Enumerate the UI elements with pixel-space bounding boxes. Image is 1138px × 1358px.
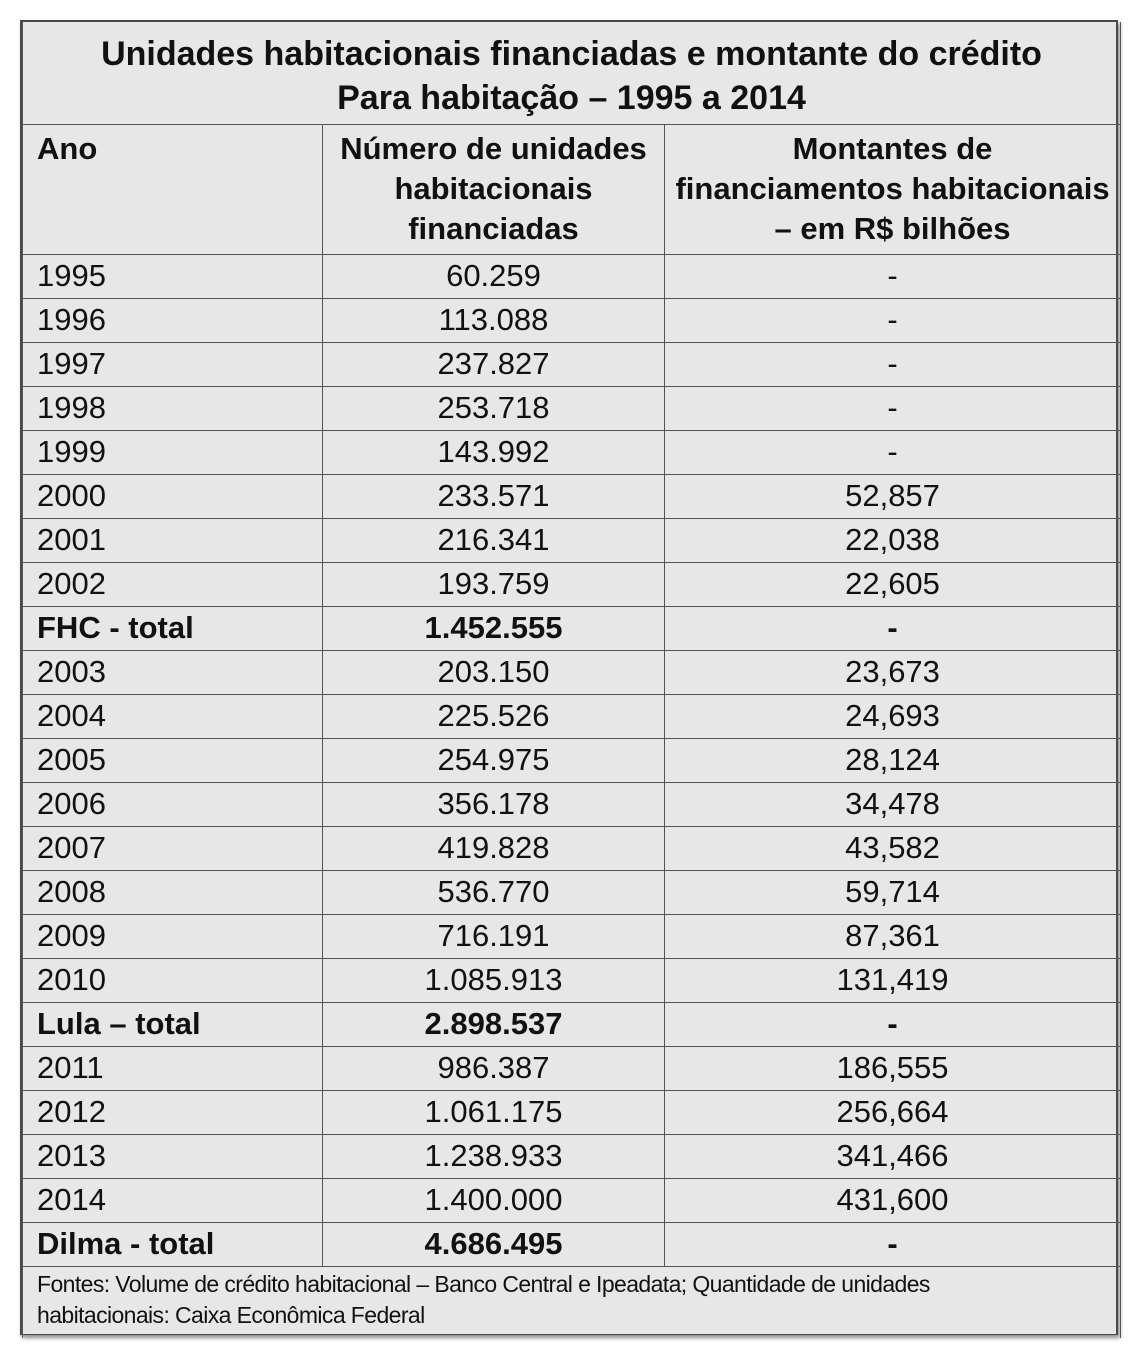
cell-amount: - [665, 1002, 1121, 1046]
table-row [23, 562, 1121, 606]
header-units-line-1: Número de unidades [340, 130, 647, 166]
cell-amount: 22,038 [665, 518, 1121, 562]
cell-units: 986.387 [323, 1046, 665, 1090]
cell-units: 356.178 [323, 782, 665, 826]
table-row [23, 1134, 1121, 1178]
source-line-2: habitacionais: Caixa Econômica Federal [37, 1301, 425, 1328]
table-header-row [23, 124, 1121, 254]
cell-amount: 28,124 [665, 738, 1121, 782]
table-row [23, 386, 1121, 430]
cell-year: 2014 [23, 1178, 323, 1222]
cell-amount: - [665, 342, 1121, 386]
cell-amount: 43,582 [665, 826, 1121, 870]
cell-units: 193.759 [323, 562, 665, 606]
cell-amount: - [665, 298, 1121, 342]
cell-units: 60.259 [323, 254, 665, 298]
cell-year: 2004 [23, 694, 323, 738]
cell-year: 1998 [23, 386, 323, 430]
cell-amount: 431,600 [665, 1178, 1121, 1222]
cell-year: 2012 [23, 1090, 323, 1134]
cell-units: 1.061.175 [323, 1090, 665, 1134]
table-title-line-1: Unidades habitacionais financiadas e montante do crédito [101, 34, 1042, 73]
table-row [23, 650, 1121, 694]
cell-year: Dilma - total [23, 1222, 323, 1266]
cell-amount: 131,419 [665, 958, 1121, 1002]
housing-finance-table-sheet [20, 20, 1118, 1335]
cell-amount: 341,466 [665, 1134, 1121, 1178]
header-amount-line-1: Montantes de [792, 130, 993, 166]
cell-amount: - [665, 254, 1121, 298]
table-row [23, 254, 1121, 298]
cell-year: 2005 [23, 738, 323, 782]
cell-year: 2011 [23, 1046, 323, 1090]
table-source-row [23, 1266, 1121, 1338]
cell-amount: - [665, 430, 1121, 474]
cell-year: 2002 [23, 562, 323, 606]
cell-year: 1995 [23, 254, 323, 298]
cell-units: 113.088 [323, 298, 665, 342]
cell-units: 216.341 [323, 518, 665, 562]
table-source-note [23, 1266, 1121, 1338]
cell-units: 254.975 [323, 738, 665, 782]
cell-amount: - [665, 606, 1121, 650]
header-amount-line-2: financiamentos habitacionais [675, 170, 1110, 206]
table-row [23, 1178, 1121, 1222]
cell-units: 2.898.537 [323, 1002, 665, 1046]
header-units [323, 124, 665, 254]
cell-units: 716.191 [323, 914, 665, 958]
table-title [23, 22, 1121, 124]
table-row [23, 738, 1121, 782]
table-total-row [23, 606, 1121, 650]
cell-year: 2013 [23, 1134, 323, 1178]
cell-units: 1.452.555 [323, 606, 665, 650]
source-line-1: Fontes: Volume de crédito habitacional – Banco Central e Ipeadata; Quantidade de unidades [37, 1270, 930, 1297]
cell-units: 1.400.000 [323, 1178, 665, 1222]
cell-units: 1.085.913 [323, 958, 665, 1002]
table-total-row [23, 1002, 1121, 1046]
cell-units: 225.526 [323, 694, 665, 738]
cell-year: 2003 [23, 650, 323, 694]
header-units-line-3: financiadas [408, 210, 579, 246]
cell-year: 2001 [23, 518, 323, 562]
table-row [23, 474, 1121, 518]
cell-amount: - [665, 386, 1121, 430]
cell-year: 1996 [23, 298, 323, 342]
cell-units: 1.238.933 [323, 1134, 665, 1178]
cell-amount: 186,555 [665, 1046, 1121, 1090]
table-row [23, 298, 1121, 342]
table-row [23, 870, 1121, 914]
cell-year: 1999 [23, 430, 323, 474]
table-title-row [23, 22, 1121, 124]
table-row [23, 430, 1121, 474]
cell-units: 233.571 [323, 474, 665, 518]
header-year [23, 124, 323, 254]
cell-units: 419.828 [323, 826, 665, 870]
cell-units: 203.150 [323, 650, 665, 694]
cell-year: 2000 [23, 474, 323, 518]
cell-amount: 22,605 [665, 562, 1121, 606]
cell-amount: 34,478 [665, 782, 1121, 826]
table-row [23, 826, 1121, 870]
table-row [23, 1090, 1121, 1134]
cell-year: 1997 [23, 342, 323, 386]
table-row [23, 782, 1121, 826]
table-title-line-2: Para habitação – 1995 a 2014 [337, 78, 806, 117]
table-total-row [23, 1222, 1121, 1266]
cell-amount: 52,857 [665, 474, 1121, 518]
table-row [23, 1046, 1121, 1090]
cell-units: 237.827 [323, 342, 665, 386]
header-amount-line-3: – em R$ bilhões [774, 210, 1011, 246]
cell-year: 2006 [23, 782, 323, 826]
cell-amount: - [665, 1222, 1121, 1266]
table-row [23, 518, 1121, 562]
cell-amount: 256,664 [665, 1090, 1121, 1134]
cell-units: 143.992 [323, 430, 665, 474]
table-row [23, 958, 1121, 1002]
housing-finance-table [22, 22, 1121, 1338]
table-row [23, 342, 1121, 386]
header-amount [665, 124, 1121, 254]
cell-units: 253.718 [323, 386, 665, 430]
cell-amount: 59,714 [665, 870, 1121, 914]
table-row [23, 694, 1121, 738]
header-units-line-2: habitacionais [394, 170, 593, 206]
cell-year: 2007 [23, 826, 323, 870]
cell-year: Lula – total [23, 1002, 323, 1046]
cell-amount: 23,673 [665, 650, 1121, 694]
cell-amount: 24,693 [665, 694, 1121, 738]
cell-units: 4.686.495 [323, 1222, 665, 1266]
table-row [23, 914, 1121, 958]
header-year-label: Ano [37, 130, 98, 166]
cell-units: 536.770 [323, 870, 665, 914]
cell-year: 2009 [23, 914, 323, 958]
cell-year: 2008 [23, 870, 323, 914]
cell-year: FHC - total [23, 606, 323, 650]
cell-amount: 87,361 [665, 914, 1121, 958]
cell-year: 2010 [23, 958, 323, 1002]
